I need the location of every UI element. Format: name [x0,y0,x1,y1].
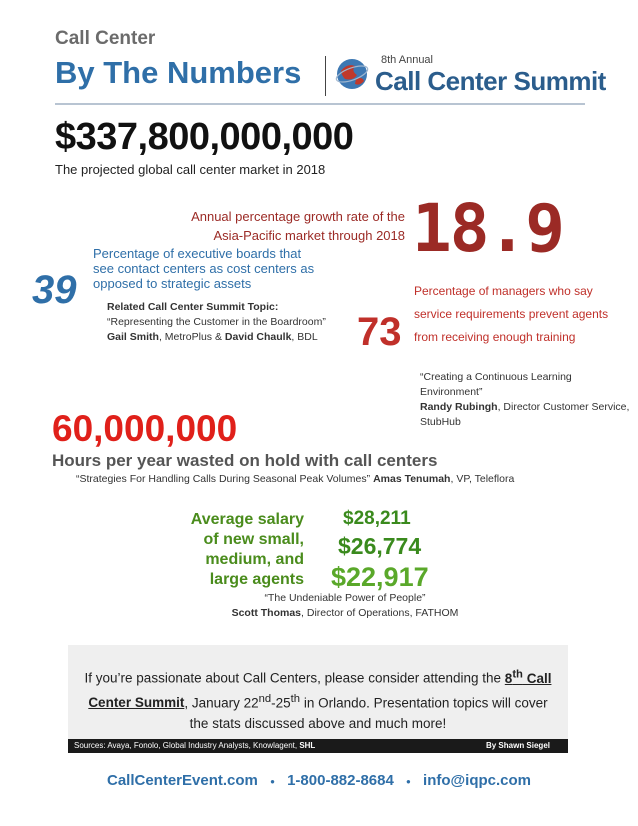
growth-description-line: Annual percentage growth rate of the [191,209,405,224]
ordinal-num: 8 [504,670,513,686]
phone-link[interactable]: 1-800-882-8684 [287,772,394,789]
email-link[interactable]: info@iqpc.com [423,772,531,789]
salary-label-line: Average salary [190,511,304,528]
speaker-name: Randy Rubingh [420,401,498,413]
managers-topic [420,370,635,430]
speaker-role: , VP, Teleflora [450,473,515,485]
exec-boards-topic [107,300,347,345]
globe-icon [335,57,369,91]
topic-title: “Strategies For Handling Calls During Seasonal Peak Volumes” [76,473,374,485]
cta-part: , January 22 [184,695,259,710]
sources-text [74,739,315,753]
exec-boards-value: 39 [32,268,77,312]
growth-description-line: Asia-Pacific market through 2018 [213,228,405,243]
bullet-separator: ● [270,776,275,786]
footer-contacts [0,772,638,789]
speaker-role: , Director Customer Service, StubHub [420,401,630,428]
topic-title: “Representing the Customer in the Boardroom” [107,316,326,328]
managers-description: Percentage of managers who say service requirements prevent agents from receiving enough training [414,284,609,344]
salary-small: $28,211 [343,508,411,529]
sources-bold: SHL [299,741,316,750]
topic-speakers [200,606,490,621]
salary-topic [200,591,490,621]
header-big-title: By The Numbers [55,55,302,90]
sources-label: Sources: Avaya, Fonolo, Global Industry Analysts, Knowlagent, [74,741,300,750]
header-divider [325,56,326,96]
header-small-title: Call Center [55,28,156,49]
speaker-name: Amas Tenumah [373,473,451,485]
website-link[interactable]: CallCenterEvent.com [107,772,258,789]
cta-text [78,664,558,734]
hold-description: Hours per year wasted on hold with call centers [52,451,438,470]
date-suffix: nd [258,692,272,705]
managers-value: 73 [357,310,402,354]
logo-name: Call Center Summit [375,66,606,96]
logo-edition: 8th Annual [381,54,433,66]
cta-part: -25 [271,695,291,710]
hold-value: 60,000,000 [52,408,238,449]
topic-speakers [107,330,347,345]
salary-label-line: large agents [209,571,304,588]
salary-label [170,510,304,590]
header-rule [55,103,585,105]
summit-logo [333,52,606,98]
date-suffix: th [290,692,301,705]
summit-link-text: Call Center Summit [88,670,552,710]
exec-boards-description: Percentage of executive boards that see contact centers as cost centers as opposed to strategic assets [93,246,315,291]
cta-part: in Orlando. Presentation topics will cover the stats discussed above and much more! [189,695,548,731]
ordinal-suffix: th [512,668,523,680]
growth-value: 18.9 [412,190,563,267]
topic-speakers [420,400,635,430]
speaker-role: , Director of Operations, FATHOM [301,607,459,619]
sources-bar [68,739,568,753]
cta-part: If you’re passionate about Call Centers, please consider attending the [84,670,505,686]
market-value: $337,800,000,000 [55,116,354,158]
salary-large: $22,917 [331,562,429,592]
speaker-name: David Chaulk [224,331,292,343]
topic-heading: Related Call Center Summit Topic: [107,301,279,313]
market-description: The projected global call center market in 2018 [55,162,326,177]
speaker-name: Gail Smith [107,331,159,343]
speaker-org: , BDL [291,331,318,343]
hold-topic [76,473,514,485]
speaker-name: Scott Thomas [231,607,302,619]
topic-title: “Creating a Continuous Learning Environment” [420,371,572,398]
growth-description [150,207,405,245]
salary-label-line: of new small, [203,531,304,548]
bullet-separator: ● [406,776,411,786]
salary-medium: $26,774 [338,533,422,559]
author-credit: By Shawn Siegel [485,741,550,750]
salary-label-line: medium, and [205,551,304,568]
speaker-org: , MetroPlus & [158,331,225,343]
topic-title: “The Undeniable Power of People” [264,592,426,604]
